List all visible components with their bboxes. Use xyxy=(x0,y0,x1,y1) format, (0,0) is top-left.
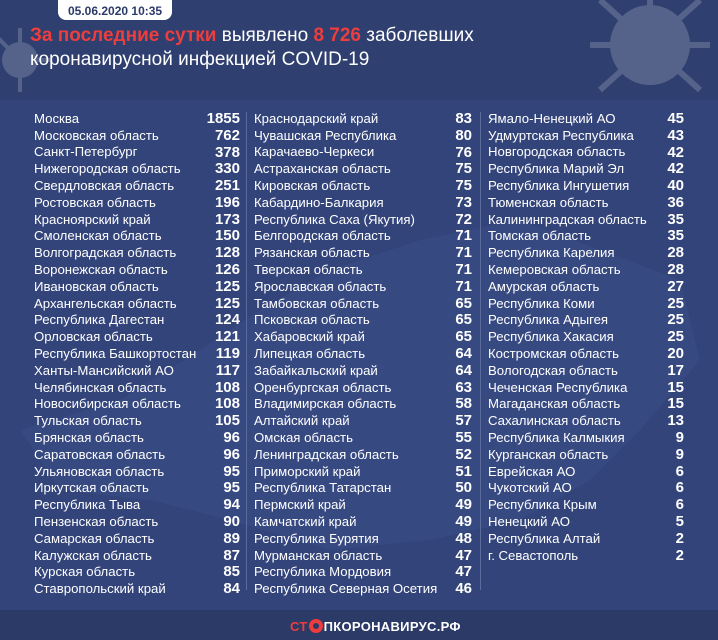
region-name: Республика Татарстан xyxy=(254,480,392,496)
case-count: 173 xyxy=(214,210,240,228)
case-count: 51 xyxy=(455,462,472,480)
column-divider xyxy=(246,112,247,590)
region-name: Калужская область xyxy=(34,547,152,563)
table-row xyxy=(34,580,240,597)
case-count: 126 xyxy=(214,261,240,279)
case-count: 15 xyxy=(667,395,684,413)
table-row xyxy=(254,328,472,345)
region-name: Челябинская область xyxy=(34,379,167,395)
case-count: 25 xyxy=(667,294,684,312)
table-row xyxy=(254,412,472,429)
case-count: 42 xyxy=(667,143,684,161)
table-row xyxy=(488,160,684,177)
case-count: 6 xyxy=(675,479,684,497)
region-name: Иркутская область xyxy=(34,480,149,496)
region-name: Сахалинская область xyxy=(488,413,621,429)
table-row xyxy=(488,144,684,161)
case-count: 76 xyxy=(455,143,472,161)
region-name: Ямало-Ненецкий АО xyxy=(488,110,616,126)
table-row xyxy=(34,160,240,177)
case-count: 73 xyxy=(455,193,472,211)
region-name: Орловская область xyxy=(34,329,153,345)
region-name: Ростовская область xyxy=(34,194,156,210)
region-name: Нижегородская область xyxy=(34,161,181,177)
case-count: 6 xyxy=(675,462,684,480)
table-row xyxy=(488,110,684,127)
region-name: Карачаево-Черкеси xyxy=(254,144,375,160)
headline-mid: выявлено xyxy=(221,25,309,46)
table-row xyxy=(34,328,240,345)
region-name: Волгоградская область xyxy=(34,245,177,261)
table-row xyxy=(488,194,684,211)
table-row xyxy=(488,547,684,564)
column-divider xyxy=(480,112,481,590)
case-count: 71 xyxy=(455,244,472,262)
footer xyxy=(0,610,718,640)
case-count: 128 xyxy=(214,244,240,262)
region-name: Республика Ингушетия xyxy=(488,178,630,194)
region-name: г. Севастополь xyxy=(488,547,579,563)
case-count: 71 xyxy=(455,227,472,245)
region-name: Республика Адыгея xyxy=(488,312,609,328)
case-count: 196 xyxy=(214,193,240,211)
case-count: 28 xyxy=(667,244,684,262)
case-count: 85 xyxy=(223,563,240,581)
region-name: Чукотский АО xyxy=(488,480,572,496)
region-name: Москва xyxy=(34,110,80,126)
header-banner xyxy=(0,0,718,100)
table-row xyxy=(34,345,240,362)
case-count: 58 xyxy=(455,395,472,413)
column-2 xyxy=(254,110,472,597)
region-name: Тульская область xyxy=(34,413,142,429)
region-name: Астраханская область xyxy=(254,161,391,177)
table-row xyxy=(254,362,472,379)
case-count: 94 xyxy=(223,496,240,514)
table-row xyxy=(34,547,240,564)
region-name: Липецкая область xyxy=(254,346,366,362)
region-name: Псковская область xyxy=(254,312,370,328)
table-row xyxy=(34,312,240,329)
region-name: Тамбовская область xyxy=(254,295,380,311)
case-count: 20 xyxy=(667,345,684,363)
table-row xyxy=(34,429,240,446)
case-count: 2 xyxy=(675,529,684,547)
table-row xyxy=(488,480,684,497)
table-row xyxy=(254,513,472,530)
headline-tail: заболевших xyxy=(366,25,474,46)
case-count: 65 xyxy=(455,311,472,329)
region-name: Архангельская область xyxy=(34,295,177,311)
headline-red: За последние сутки xyxy=(30,25,217,46)
table-row xyxy=(254,295,472,312)
table-row xyxy=(254,379,472,396)
case-count: 65 xyxy=(455,294,472,312)
case-count: 95 xyxy=(223,479,240,497)
region-name: Кировская область xyxy=(254,178,371,194)
table-row xyxy=(34,513,240,530)
case-count: 121 xyxy=(214,328,240,346)
case-count: 83 xyxy=(455,109,472,127)
region-name: Республика Бурятия xyxy=(254,530,379,546)
region-name: Владимирская область xyxy=(254,396,397,412)
case-count: 762 xyxy=(214,126,240,144)
case-count: 46 xyxy=(455,580,472,598)
table-row xyxy=(488,379,684,396)
case-count: 72 xyxy=(455,210,472,228)
table-row xyxy=(254,580,472,597)
case-count: 42 xyxy=(667,160,684,178)
region-name: Томская область xyxy=(488,228,592,244)
region-name: Новгородская область xyxy=(488,144,626,160)
table-row xyxy=(34,379,240,396)
region-name: Кемеровская область xyxy=(488,262,621,278)
region-name: Чувашская Республика xyxy=(254,127,397,143)
region-name: Республика Карелия xyxy=(488,245,615,261)
region-name: Республика Калмыкия xyxy=(488,430,625,446)
case-count: 125 xyxy=(214,294,240,312)
region-name: Республика Тыва xyxy=(34,497,141,513)
table-row xyxy=(34,127,240,144)
table-row xyxy=(254,312,472,329)
table-row xyxy=(488,396,684,413)
table-row xyxy=(488,177,684,194)
region-name: Ульяновская область xyxy=(34,463,165,479)
region-name: Вологодская область xyxy=(488,362,618,378)
region-name: Тверская область xyxy=(254,262,363,278)
table-row xyxy=(488,312,684,329)
case-count: 119 xyxy=(215,345,240,363)
table-row xyxy=(254,194,472,211)
case-count: 36 xyxy=(667,193,684,211)
case-count: 117 xyxy=(215,361,240,379)
region-name: Магаданская область xyxy=(488,396,621,412)
case-count: 28 xyxy=(667,261,684,279)
logo-prefix: СТ xyxy=(290,618,308,634)
region-name: Московская область xyxy=(34,127,159,143)
table-row xyxy=(254,177,472,194)
table-row xyxy=(34,295,240,312)
case-count: 330 xyxy=(214,160,240,178)
case-count: 47 xyxy=(455,563,472,581)
case-count: 2 xyxy=(675,546,684,564)
table-row xyxy=(488,412,684,429)
case-count: 50 xyxy=(455,479,472,497)
region-name: Брянская область xyxy=(34,430,144,446)
region-name: Саратовская область xyxy=(34,446,166,462)
case-count: 57 xyxy=(455,412,472,430)
case-count: 25 xyxy=(667,311,684,329)
table-row xyxy=(34,480,240,497)
region-name: Курганская область xyxy=(488,446,609,462)
table-row xyxy=(488,362,684,379)
region-name: Красноярский край xyxy=(34,211,151,227)
case-count: 108 xyxy=(214,395,240,413)
case-count: 6 xyxy=(675,496,684,514)
case-count: 5 xyxy=(675,513,684,531)
region-name: Калининградская область xyxy=(488,211,647,227)
region-name: Белгородская область xyxy=(254,228,391,244)
table-row xyxy=(254,480,472,497)
case-count: 71 xyxy=(455,277,472,295)
region-name: Республика Марий Эл xyxy=(488,161,625,177)
region-name: Республика Башкортостан xyxy=(34,346,197,362)
headline-number: 8 726 xyxy=(313,25,361,46)
date-badge: 05.06.2020 10:35 xyxy=(58,0,172,20)
table-row xyxy=(34,446,240,463)
region-name: Камчатский край xyxy=(254,514,357,530)
table-row xyxy=(34,396,240,413)
case-count: 251 xyxy=(214,177,240,195)
table-row xyxy=(488,429,684,446)
region-name: Ставропольский край xyxy=(34,581,166,597)
case-count: 96 xyxy=(223,445,240,463)
case-count: 125 xyxy=(214,277,240,295)
region-name: Республика Крым xyxy=(488,497,597,513)
region-name: Смоленская область xyxy=(34,228,162,244)
case-count: 75 xyxy=(455,160,472,178)
stop-virus-icon xyxy=(309,619,323,633)
region-name: Ярославская область xyxy=(254,278,387,294)
region-name: Санкт-Петербург xyxy=(34,144,138,160)
region-name: Республика Хакасия xyxy=(488,329,614,345)
table-row xyxy=(34,278,240,295)
case-count: 150 xyxy=(214,227,240,245)
column-1 xyxy=(34,110,240,597)
region-name: Республика Коми xyxy=(488,295,595,311)
case-count: 65 xyxy=(455,328,472,346)
case-count: 95 xyxy=(223,462,240,480)
logo-suffix: ПКОРОНАВИРУС.РФ xyxy=(323,618,461,634)
case-count: 43 xyxy=(667,126,684,144)
case-count: 49 xyxy=(455,513,472,531)
table-row xyxy=(488,244,684,261)
region-name: Рязанская область xyxy=(254,245,370,261)
table-row xyxy=(34,177,240,194)
table-row xyxy=(488,127,684,144)
region-name: Удмуртская Республика xyxy=(488,127,634,143)
case-count: 45 xyxy=(667,109,684,127)
case-count: 9 xyxy=(675,429,684,447)
table-row xyxy=(254,244,472,261)
region-name: Костромская область xyxy=(488,346,620,362)
case-count: 87 xyxy=(223,546,240,564)
table-row xyxy=(34,530,240,547)
table-row xyxy=(34,564,240,581)
table-row xyxy=(488,345,684,362)
region-name: Республика Северная Осетия xyxy=(254,581,438,597)
table-row xyxy=(34,261,240,278)
table-row xyxy=(34,412,240,429)
case-count: 64 xyxy=(455,361,472,379)
table-row xyxy=(488,261,684,278)
case-count: 47 xyxy=(455,546,472,564)
region-name: Мурманская область xyxy=(254,547,383,563)
table-row xyxy=(254,496,472,513)
table-row xyxy=(488,463,684,480)
region-name: Тюменская область xyxy=(488,194,609,210)
table-row xyxy=(34,211,240,228)
region-name: Самарская область xyxy=(34,530,155,546)
table-row xyxy=(488,530,684,547)
region-name: Кабардино-Балкария xyxy=(254,194,384,210)
case-count: 52 xyxy=(455,445,472,463)
table-row xyxy=(254,261,472,278)
table-row xyxy=(34,194,240,211)
table-row xyxy=(488,513,684,530)
case-count: 49 xyxy=(455,496,472,514)
case-count: 75 xyxy=(455,177,472,195)
table-row xyxy=(254,160,472,177)
table-row xyxy=(34,463,240,480)
table-row xyxy=(34,362,240,379)
table-row xyxy=(254,278,472,295)
region-name: Ненецкий АО xyxy=(488,514,570,530)
region-name: Республика Алтай xyxy=(488,530,601,546)
region-name: Пермский край xyxy=(254,497,346,513)
table-row xyxy=(34,144,240,161)
region-name: Ленинградская область xyxy=(254,446,399,462)
table-row xyxy=(34,496,240,513)
case-count: 1855 xyxy=(206,109,240,127)
table-row xyxy=(488,295,684,312)
table-row xyxy=(254,228,472,245)
region-name: Новосибирская область xyxy=(34,396,181,412)
case-count: 64 xyxy=(455,345,472,363)
case-count: 17 xyxy=(667,361,684,379)
case-count: 124 xyxy=(214,311,240,329)
table-row xyxy=(488,211,684,228)
region-name: Приморский край xyxy=(254,463,361,479)
case-count: 63 xyxy=(455,378,472,396)
case-count: 48 xyxy=(455,529,472,547)
case-count: 13 xyxy=(667,412,684,430)
case-count: 108 xyxy=(214,378,240,396)
case-count: 35 xyxy=(667,227,684,245)
table-row xyxy=(488,228,684,245)
region-table xyxy=(0,100,718,610)
case-count: 35 xyxy=(667,210,684,228)
headline-line2: коронавирусной инфекцией COVID-19 xyxy=(30,49,370,70)
table-row xyxy=(254,463,472,480)
region-name: Пензенская область xyxy=(34,514,159,530)
table-row xyxy=(254,446,472,463)
region-name: Чеченская Республика xyxy=(488,379,628,395)
region-name: Краснодарский край xyxy=(254,110,379,126)
region-name: Свердловская область xyxy=(34,178,175,194)
case-count: 89 xyxy=(223,529,240,547)
region-name: Еврейская АО xyxy=(488,463,576,479)
region-name: Алтайский край xyxy=(254,413,350,429)
case-count: 27 xyxy=(667,277,684,295)
region-name: Забайкальский край xyxy=(254,362,378,378)
case-count: 15 xyxy=(667,378,684,396)
case-count: 80 xyxy=(455,126,472,144)
table-row xyxy=(254,110,472,127)
case-count: 96 xyxy=(223,429,240,447)
table-row xyxy=(254,564,472,581)
case-count: 9 xyxy=(675,445,684,463)
table-row xyxy=(488,446,684,463)
table-row xyxy=(34,228,240,245)
table-row xyxy=(488,496,684,513)
region-name: Курская область xyxy=(34,564,136,580)
headline xyxy=(30,24,590,72)
table-row xyxy=(254,547,472,564)
region-name: Омская область xyxy=(254,430,353,446)
region-name: Амурская область xyxy=(488,278,600,294)
case-count: 25 xyxy=(667,328,684,346)
table-row xyxy=(34,244,240,261)
table-row xyxy=(254,127,472,144)
case-count: 90 xyxy=(223,513,240,531)
region-name: Республика Мордовия xyxy=(254,564,392,580)
region-name: Воронежская область xyxy=(34,262,168,278)
site-logo xyxy=(290,616,461,636)
table-row xyxy=(254,211,472,228)
region-name: Республика Саха (Якутия) xyxy=(254,211,415,227)
column-3 xyxy=(488,110,684,564)
case-count: 378 xyxy=(214,143,240,161)
table-row xyxy=(254,144,472,161)
case-count: 84 xyxy=(223,580,240,598)
case-count: 55 xyxy=(455,429,472,447)
table-row xyxy=(34,110,240,127)
region-name: Ивановская область xyxy=(34,278,159,294)
case-count: 71 xyxy=(455,261,472,279)
region-name: Ханты-Мансийский АО xyxy=(34,362,174,378)
region-name: Хабаровский край xyxy=(254,329,365,345)
table-row xyxy=(254,396,472,413)
table-row xyxy=(254,345,472,362)
table-row xyxy=(488,328,684,345)
table-row xyxy=(488,278,684,295)
case-count: 105 xyxy=(214,412,240,430)
region-name: Оренбургская область xyxy=(254,379,392,395)
case-count: 40 xyxy=(667,177,684,195)
table-row xyxy=(254,530,472,547)
region-name: Республика Дагестан xyxy=(34,312,165,328)
table-row xyxy=(254,429,472,446)
